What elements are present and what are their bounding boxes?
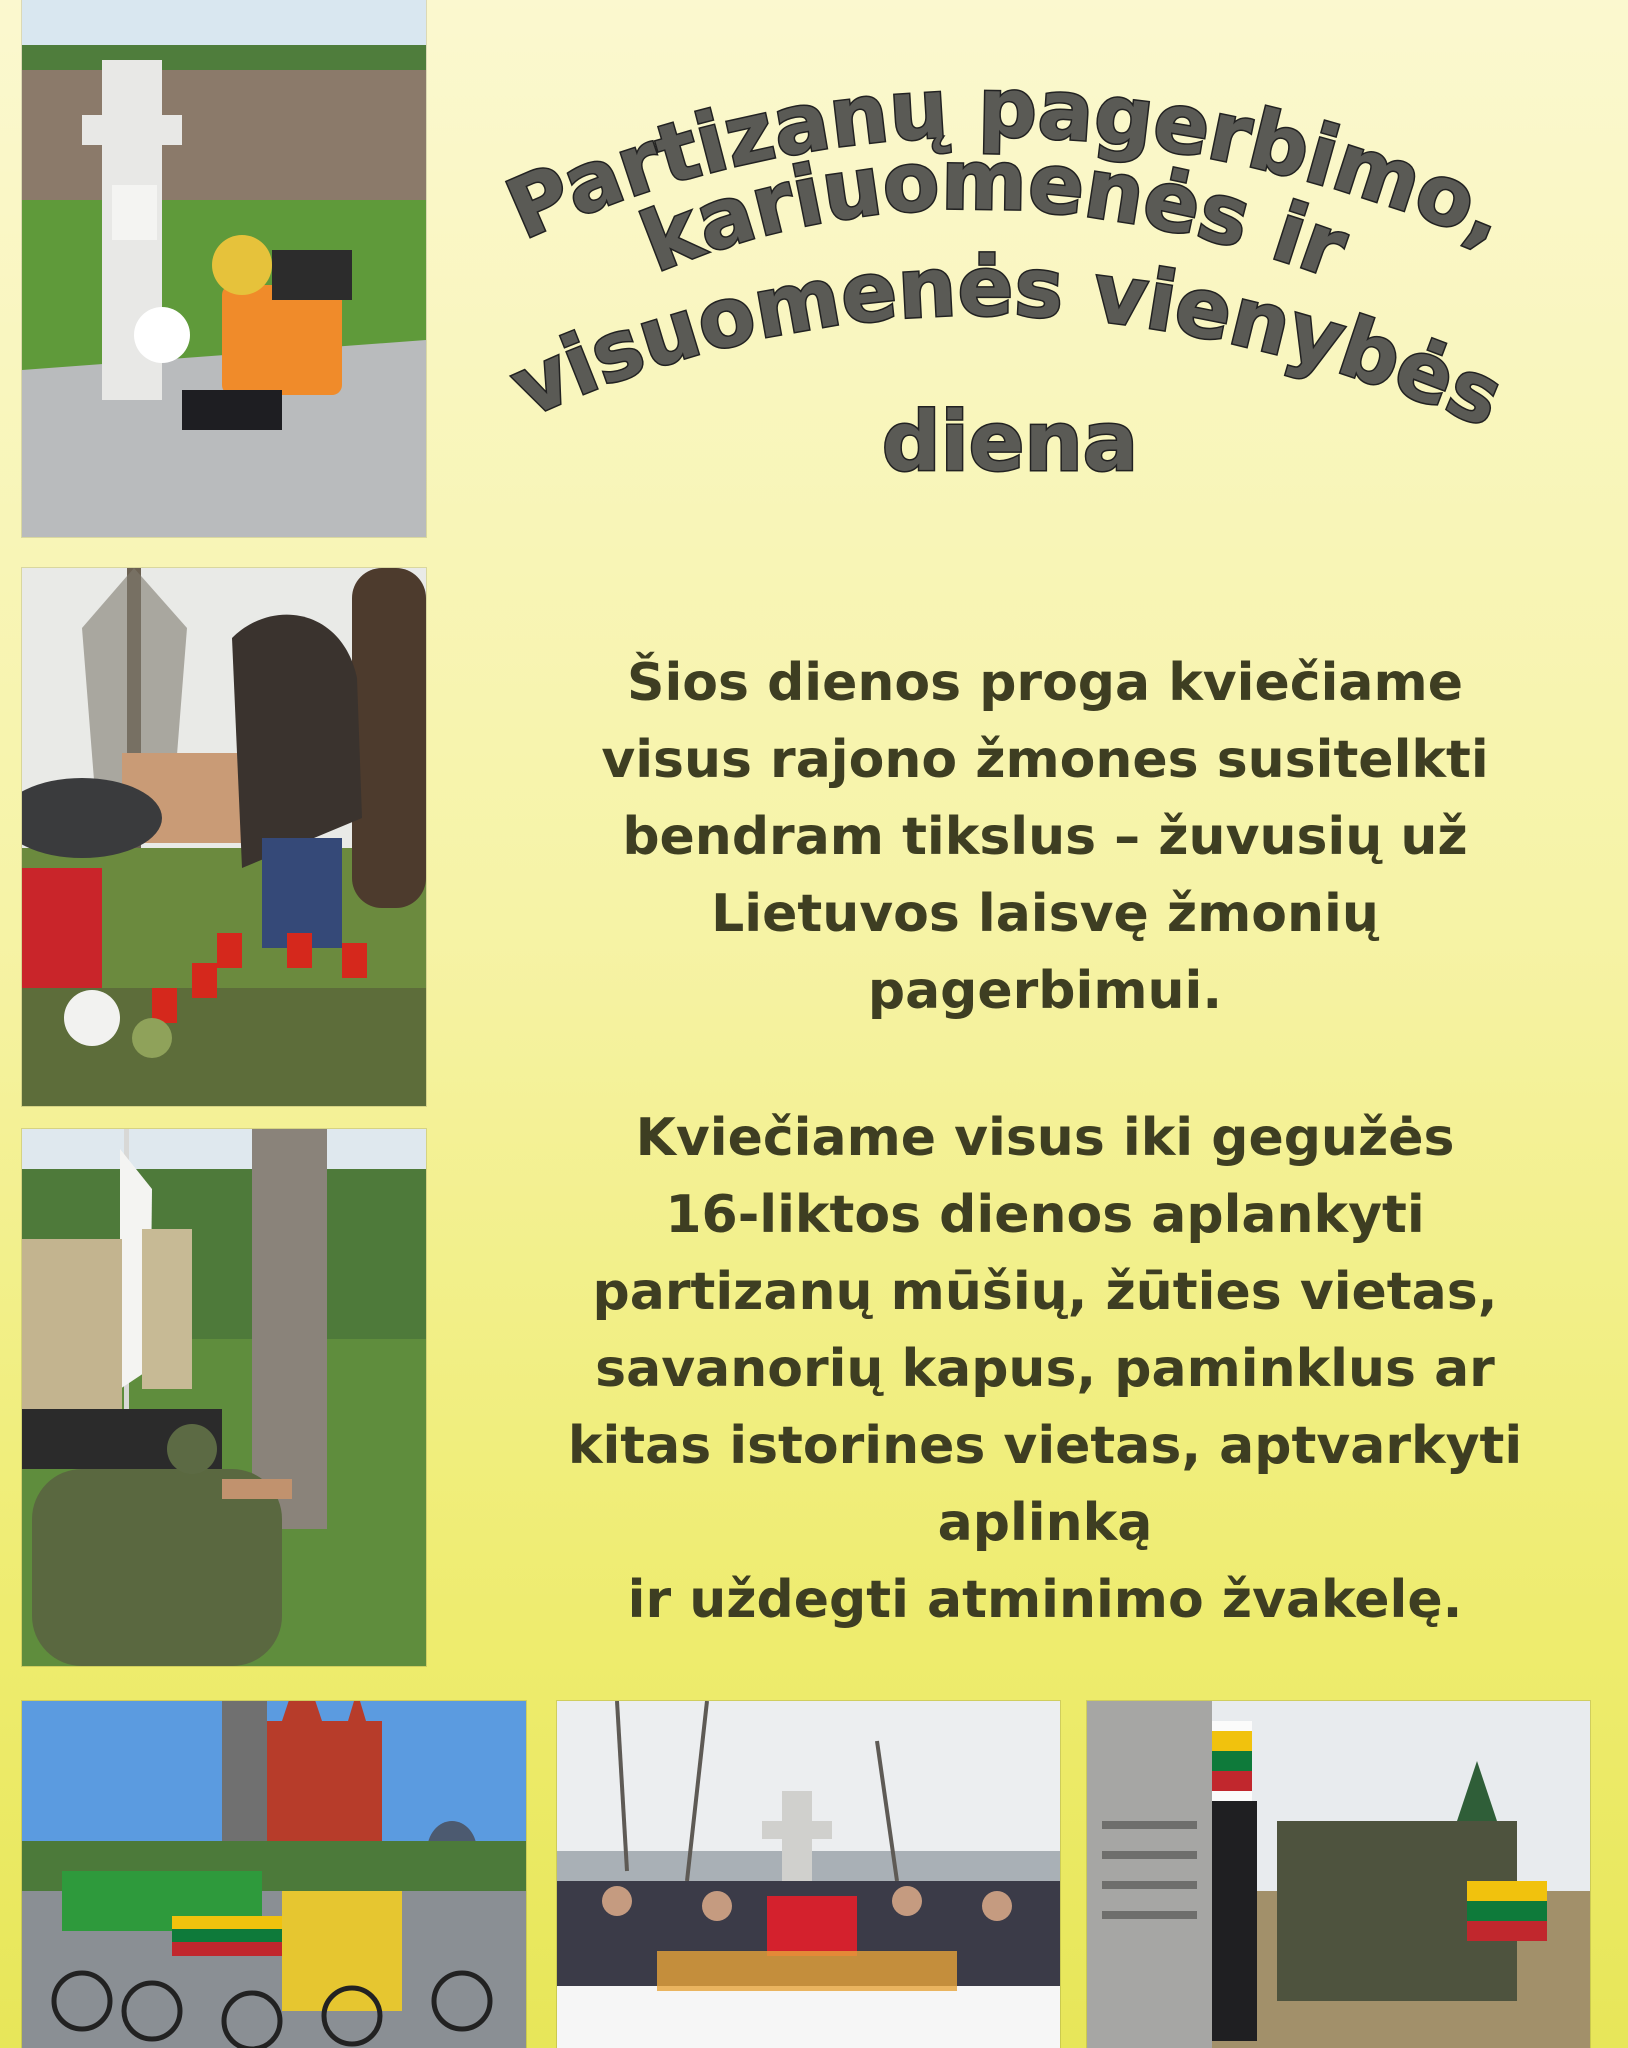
paragraph-2-line: partizanų mūšių, žūties vietas,: [592, 1262, 1498, 1322]
photo-soldiers-monument: [1087, 1701, 1590, 2048]
paragraph-1-line: Lietuvos laisvę žmonių: [711, 884, 1379, 944]
title-line-3: visuomenės vienybės: [498, 239, 1516, 447]
paragraph-2-line: kitas istorines vietas, aptvarkyti: [567, 1416, 1523, 1476]
photo-cyclists-church: [22, 1701, 526, 2048]
photo-scouts-cemetery: [22, 1129, 426, 1666]
title-line-4: diena: [881, 395, 1139, 490]
paragraph-2-line: aplinką: [937, 1493, 1153, 1553]
invitation-paragraph-1: [520, 645, 1570, 1030]
paragraph-1-line: Šios dienos proga kviečiame: [627, 653, 1463, 713]
paragraph-2-line: ir uždegti atminimo žvakelę.: [627, 1570, 1463, 1630]
photo-memorial-cross-child: [22, 0, 426, 537]
paragraph-1-line: pagerbimui.: [867, 961, 1223, 1021]
paragraph-2-line: 16-liktos dienos aplankyti: [665, 1185, 1425, 1245]
page-title: [493, 60, 1520, 495]
paragraph-2-line: savanorių kapus, paminklus ar: [595, 1339, 1495, 1399]
photo-candles-memorial: [22, 568, 426, 1106]
invitation-paragraph-2: [520, 1100, 1570, 1639]
paragraph-1-line: bendram tikslus – žuvusių už: [622, 807, 1468, 867]
photo-winter-group-cross: [557, 1701, 1060, 2048]
title-line-1: Partizanų pagerbimo,: [493, 60, 1520, 264]
paragraph-1-line: visus rajono žmones susitelkti: [601, 730, 1489, 790]
title-line-2: kariuomenės ir: [629, 133, 1359, 298]
paragraph-2-line: Kviečiame visus iki gegužės: [635, 1108, 1455, 1168]
